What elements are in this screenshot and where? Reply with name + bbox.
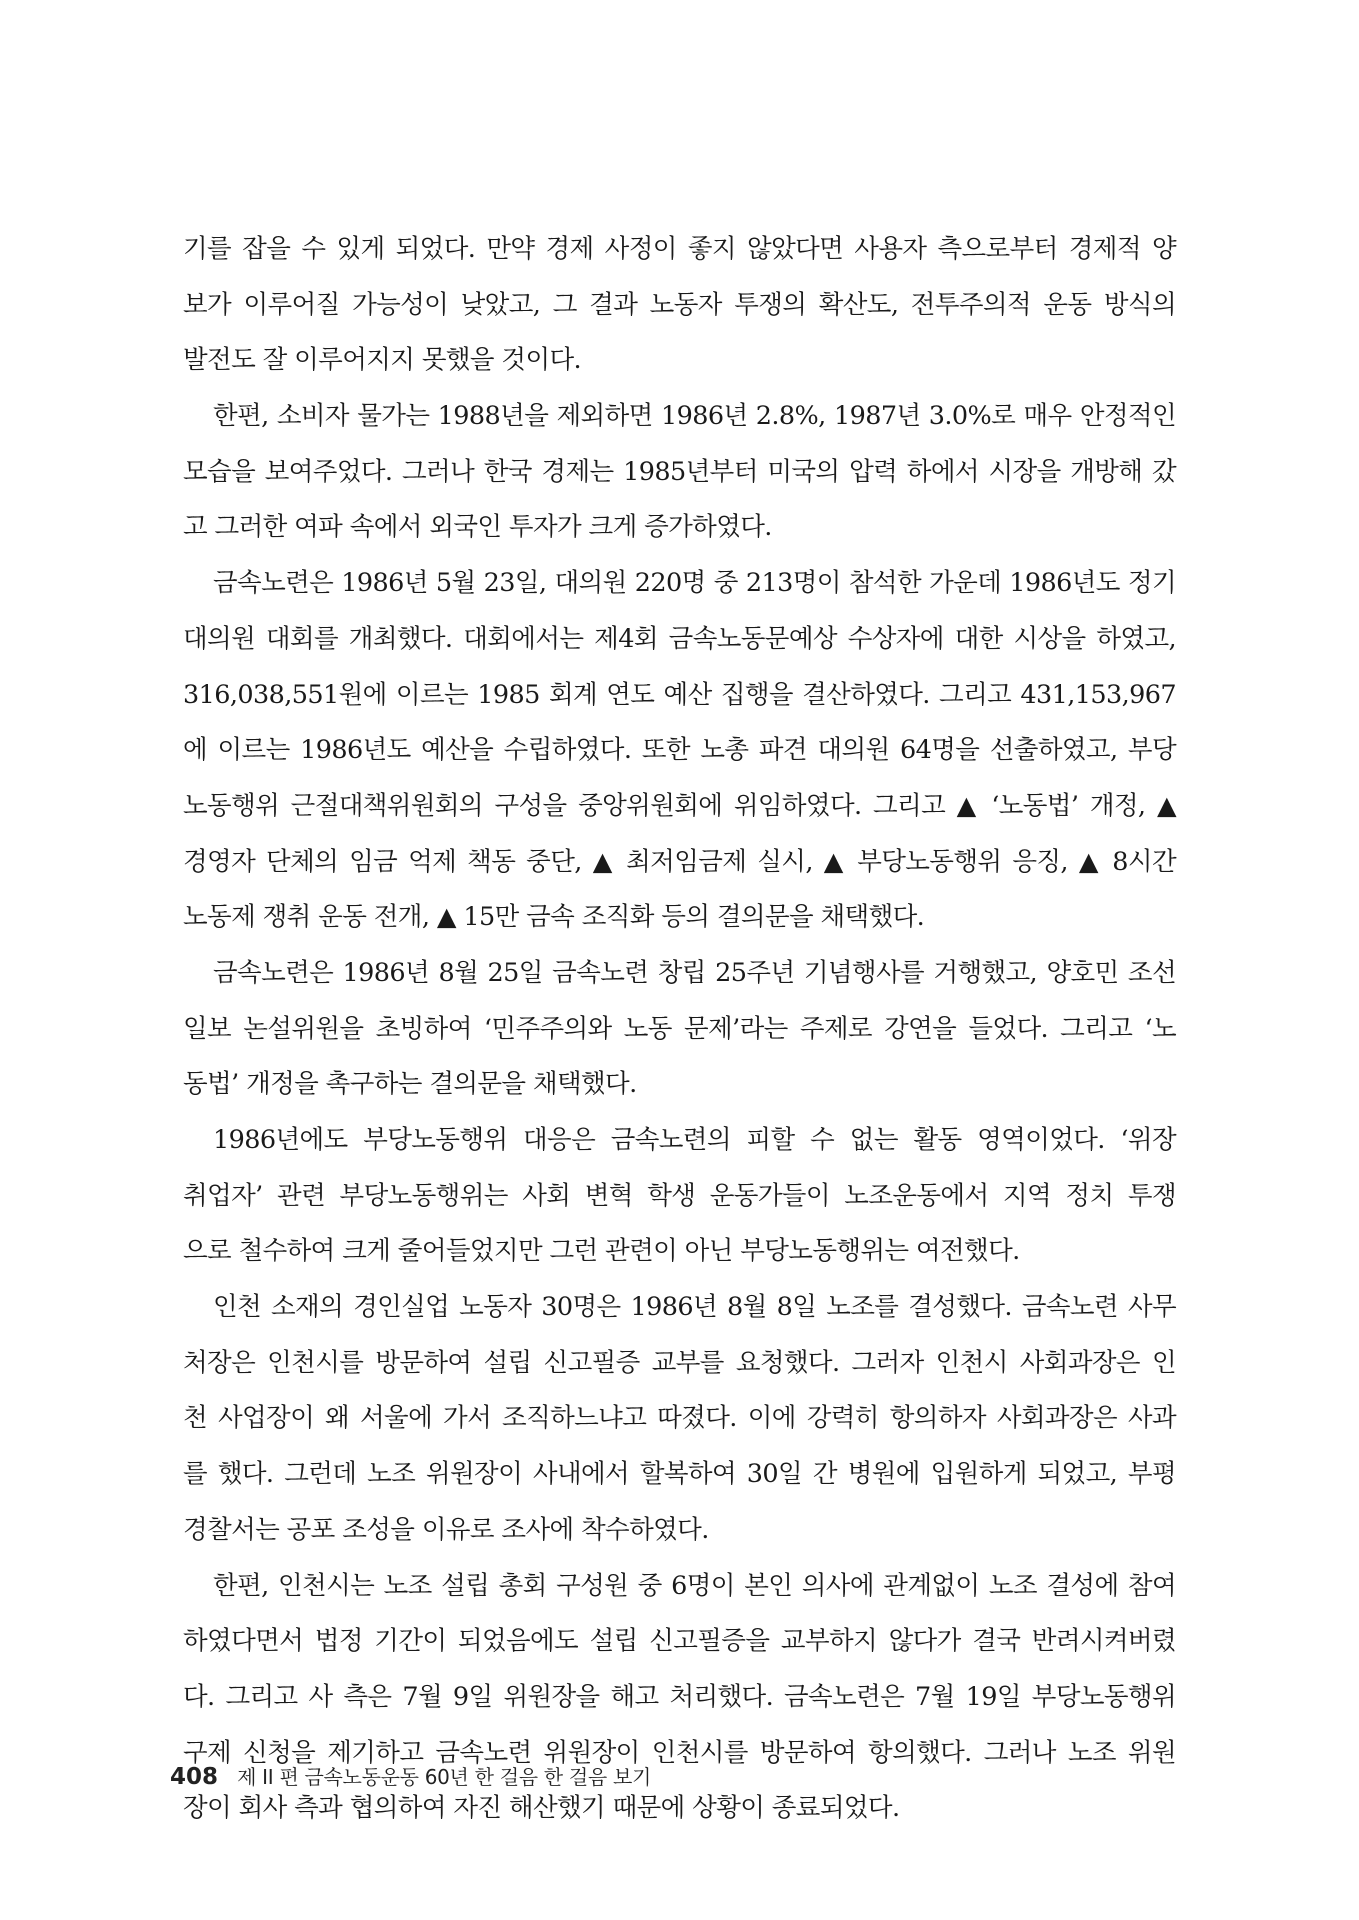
text-line: 하였다면서 법정 기간이 되었음에도 설립 신고필증을 교부하지 않다가 결국 반려시켜버렸 [183,1626,1176,1657]
text-line: 처장은 인천시를 방문하여 설립 신고필증 교부를 요청했다. 그러자 인천시 사회과장은 인 [183,1347,1176,1378]
text-line: 인천 소재의 경인실업 노동자 30명은 1986년 8월 8일 노조를 결성했다. 금속노련 사무 [213,1292,1176,1323]
text-line: 에 이르는 1986년도 예산을 수립하였다. 또한 노총 파견 대의원 64명을 선출하였고, 부당 [183,735,1176,766]
text-line: 으로 철수하여 크게 줄어들었지만 그런 관련이 아닌 부당노동행위는 여전했다. [183,1236,1020,1267]
text-line: 고 그러한 여파 속에서 외국인 투자가 크게 증가하였다. [183,512,772,543]
running-title: 제 II 편 금속노동운동 60년 한 걸음 한 걸음 보기 [237,1765,652,1789]
text-line: 한편, 인천시는 노조 설립 총회 구성원 중 6명이 본인 의사에 관계없이 노조 결성에 참여 [213,1570,1176,1601]
text-line: 금속노련은 1986년 8월 25일 금속노련 창립 25주년 기념행사를 거행했고, 양호민 조선 [213,957,1176,988]
text-line: 장이 회사 측과 협의하여 자진 해산했기 때문에 상황이 종료되었다. [183,1793,900,1824]
text-line: 다. 그리고 사 측은 7월 9일 위원장을 해고 처리했다. 금속노련은 7월 19일 부당노동행위 [183,1681,1176,1712]
text-line: 구제 신청을 제기하고 금속노련 위원장이 인천시를 방문하여 항의했다. 그러나 노조 위원 [183,1737,1176,1768]
text-line: 노동제 쟁취 운동 전개, ▲ 15만 금속 조직화 등의 결의문을 채택했다. [183,902,925,933]
text-line: 천 사업장이 왜 서울에 가서 조직하느냐고 따졌다. 이에 강력히 항의하자 사회과장은 사과 [183,1403,1176,1434]
text-line: 를 했다. 그런데 노조 위원장이 사내에서 할복하여 30일 간 병원에 입원하게 되었고, 부평 [183,1459,1176,1490]
text-line: 발전도 잘 이루어지지 못했을 것이다. [183,345,582,376]
text-line: 금속노련은 1986년 5월 23일, 대의원 220명 중 213명이 참석한 가운데 1986년도 정기 [213,568,1176,599]
body-text [183,222,1176,1837]
page-footer [170,1757,651,1797]
text-line: 316,038,551원에 이르는 1985 회계 연도 예산 집행을 결산하였다. 그리고 431,153,967 [183,679,1176,710]
text-line: 일보 논설위원을 초빙하여 ‘민주주의와 노동 문제’라는 주제로 강연을 들었다. 그리고 ‘노 [183,1013,1176,1044]
text-line: 보가 이루어질 가능성이 낮았고, 그 결과 노동자 투쟁의 확산도, 전투주의적 운동 방식의 [183,289,1176,320]
text-line: 경찰서는 공포 조성을 이유로 조사에 착수하였다. [183,1514,709,1545]
page-number: 408 [170,1764,219,1790]
text-line: 경영자 단체의 임금 억제 책동 중단, ▲ 최저임금제 실시, ▲ 부당노동행위 응징, ▲ 8시간 [183,846,1176,877]
text-line: 동법’ 개정을 촉구하는 결의문을 채택했다. [183,1069,637,1100]
text-line: 한편, 소비자 물가는 1988년을 제외하면 1986년 2.8%, 1987년 3.0%로 매우 안정적인 [213,401,1176,432]
text-line: 1986년에도 부당노동행위 대응은 금속노련의 피할 수 없는 활동 영역이었다. ‘위장 [213,1125,1176,1155]
text-line: 기를 잡을 수 있게 되었다. 만약 경제 사정이 좋지 않았다면 사용자 측으로부터 경제적 양 [183,234,1176,264]
text-line: 모습을 보여주었다. 그러나 한국 경제는 1985년부터 미국의 압력 하에서 시장을 개방해 갔 [183,456,1176,487]
text-line: 대의원 대회를 개최했다. 대회에서는 제4회 금속노동문예상 수상자에 대한 시상을 하였고, [183,623,1176,654]
text-line: 취업자’ 관련 부당노동행위는 사회 변혁 학생 운동가들이 노조운동에서 지역 정치 투쟁 [183,1180,1176,1211]
text-line: 노동행위 근절대책위원회의 구성을 중앙위원회에 위임하였다. 그리고 ▲ ‘노동법’ 개정, ▲ [183,790,1176,821]
